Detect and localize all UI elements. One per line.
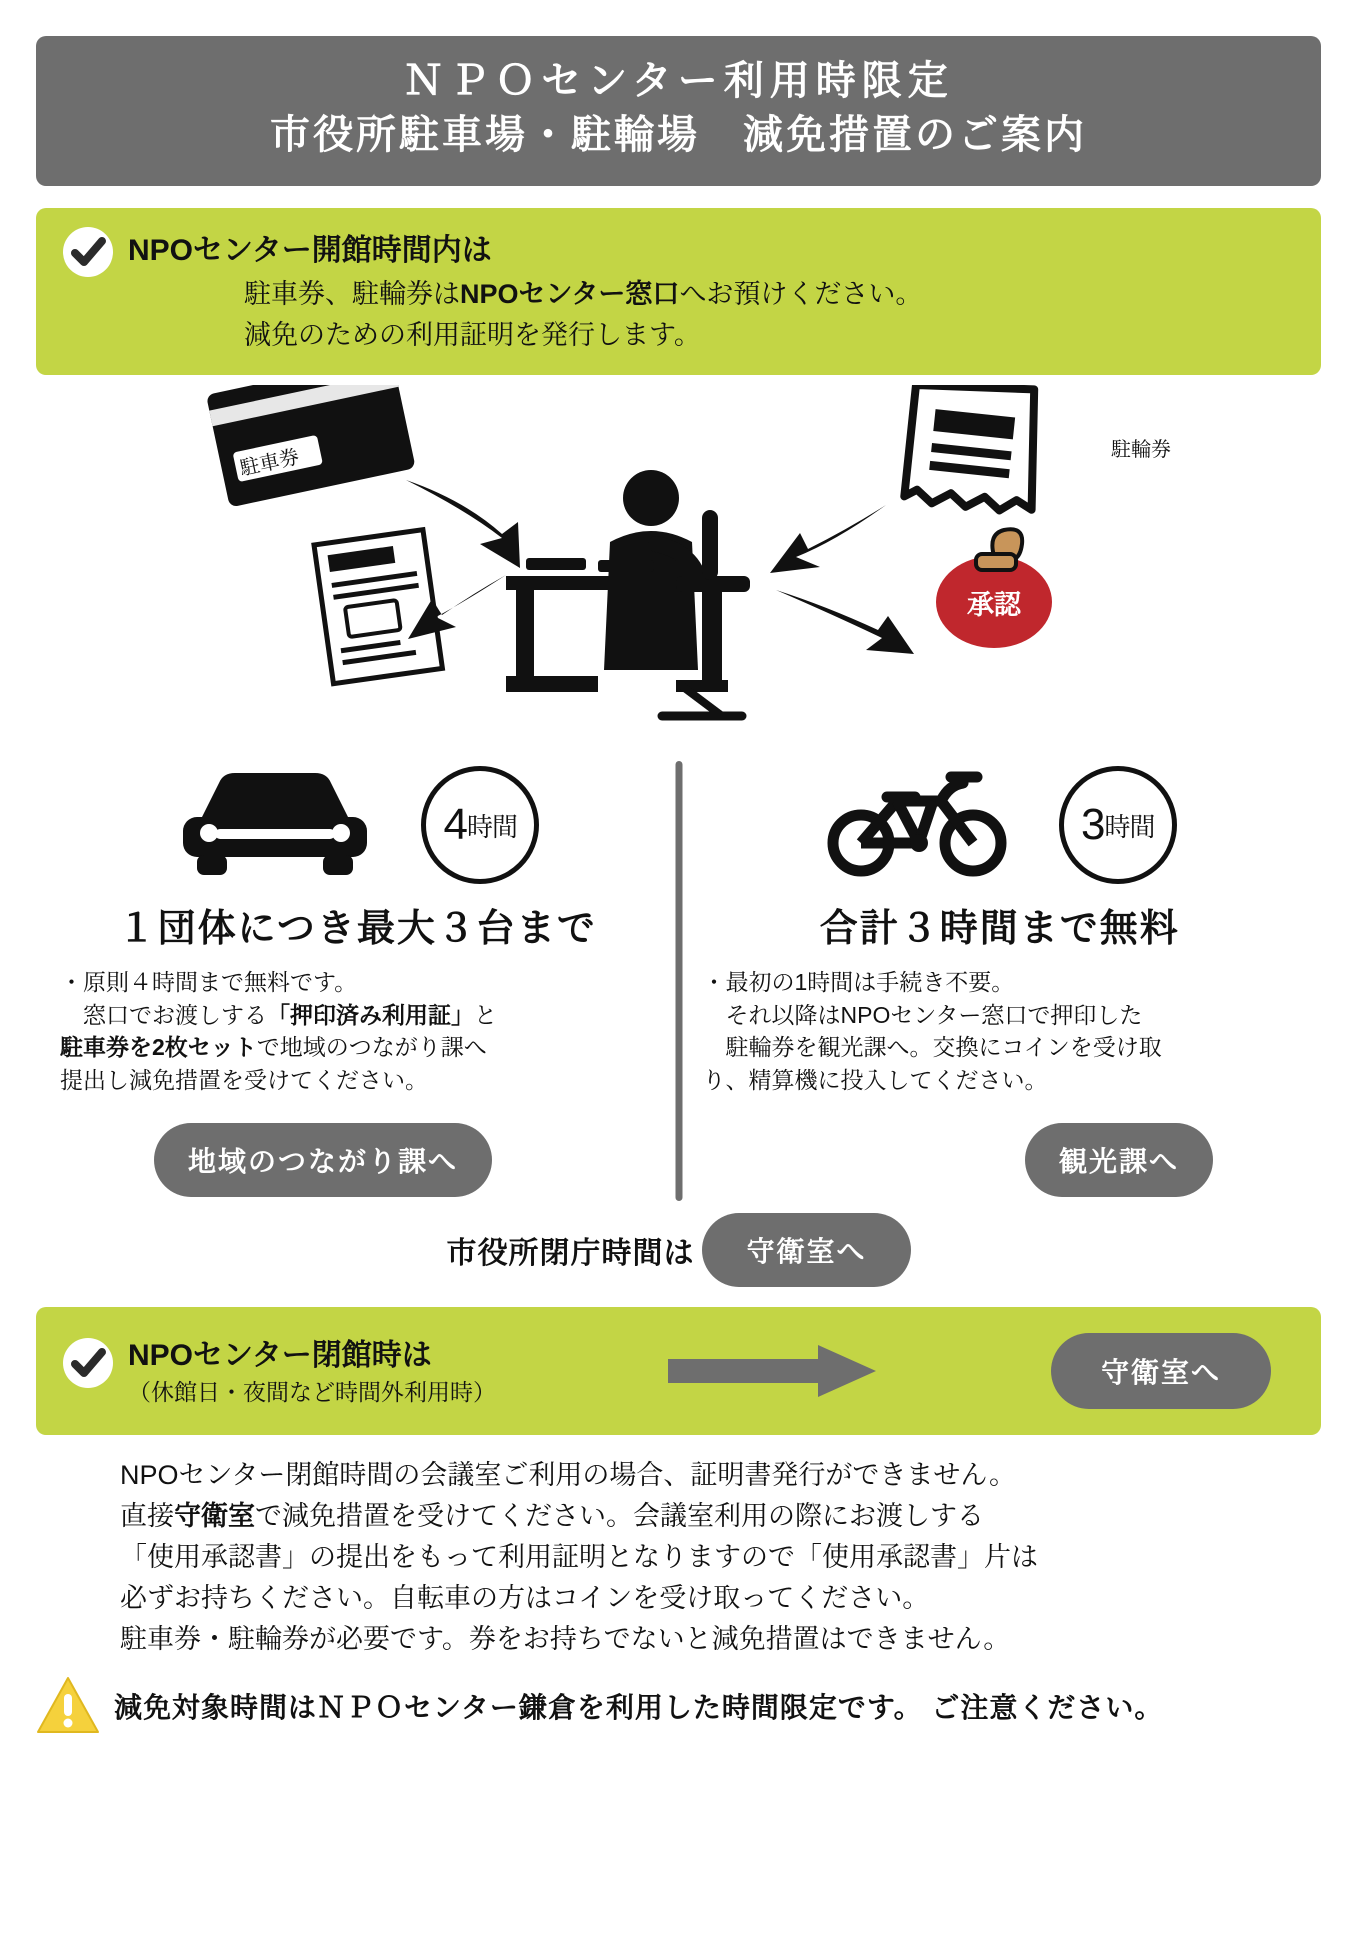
parking-icons-row xyxy=(54,755,661,895)
city-hall-closed-label: 市役所閉庁時間は xyxy=(446,1236,695,1270)
bottom-line1: NPOセンター閉館時間の会議室ご利用の場合、証明書発行ができません。 xyxy=(120,1459,1017,1490)
header-title-line1: ＮＰＯセンター利用時限定 xyxy=(403,59,954,103)
bicycle-ticket-illustration xyxy=(904,385,1044,514)
arrow-right-icon xyxy=(496,1343,1051,1399)
warning-triangle-icon xyxy=(36,1676,100,1736)
pill-regional-connection-division[interactable]: 地域のつながり課へ xyxy=(154,1123,492,1197)
two-column-section xyxy=(36,755,1321,1197)
parking-body-line1: ・原則４時間まで無料です。 xyxy=(60,969,358,995)
approval-stamp-illustration xyxy=(936,529,1052,648)
bicycle-body xyxy=(697,966,1304,1097)
bicycle-hours-badge xyxy=(1059,766,1177,884)
bottom-line5: 駐車券・駐輪券が必要です。券をお持ちでないと減免措置はできません。 xyxy=(120,1623,1011,1654)
closed-notice-heading: NPOセンター閉館時は xyxy=(128,1339,432,1372)
warning-text: 減免対象時間はＮＰＯセンター鎌倉を利用した時間限定です。 ご注意ください。 xyxy=(114,1691,1164,1723)
parking-body-line3-tail: で地域のつながり課へ xyxy=(256,1034,487,1061)
closed-notice xyxy=(36,1307,1321,1435)
open-hours-body-line2: 減免のための利用証明を発行します。 xyxy=(244,319,701,350)
parking-body-line3-bold: 駐車券を2枚セット xyxy=(60,1034,257,1061)
column-parking xyxy=(36,755,679,1197)
bottom-line3: 「使用承認書」の提出をもって利用証明となりますので「使用承認書」片は xyxy=(120,1541,1038,1572)
parking-body-line4: 提出し減免措置を受けてください。 xyxy=(60,1066,428,1093)
usage-certificate-illustration xyxy=(314,530,442,684)
bottom-line2-bold: 守衛室 xyxy=(174,1500,255,1531)
closed-notice-text-block xyxy=(128,1337,496,1406)
page-header xyxy=(36,36,1321,186)
parking-ticket-illustration xyxy=(206,385,416,507)
staff-desk-illustration xyxy=(506,470,750,716)
pill-tourism-division[interactable]: 観光課へ xyxy=(1025,1123,1213,1197)
bottom-line4: 必ずお持ちください。自転車の方はコインを受け取ってください。 xyxy=(120,1582,930,1613)
open-hours-body-line1-pre: 駐車券、駐輪券は xyxy=(244,279,460,309)
parking-body-line2-bold: 「押印済み利用証」 xyxy=(267,1001,474,1028)
parking-title: １団体につき最大３台まで xyxy=(117,908,597,950)
parking-body-line2-pre: 窓口でお渡しする xyxy=(60,1001,267,1028)
column-bicycle xyxy=(679,755,1322,1197)
counter-illustration xyxy=(36,385,1321,745)
bicycle-body-line2: それ以降はNPOセンター窓口で押印した xyxy=(702,1001,1143,1028)
open-hours-body xyxy=(244,274,1295,355)
bottom-line2-pre: 直接 xyxy=(120,1500,174,1531)
open-hours-heading-row xyxy=(62,226,1295,278)
bicycle-body-line1: ・最初の1時間は手続き不要。 xyxy=(702,969,1015,995)
open-hours-heading: NPOセンター開館時間内は xyxy=(128,234,492,267)
bicycle-ticket-label: 駐輪券 xyxy=(1111,439,1171,461)
check-icon xyxy=(62,226,114,278)
closed-notice-heading-row xyxy=(62,1335,496,1406)
open-hours-notice xyxy=(36,208,1321,375)
parking-hours-badge xyxy=(421,766,539,884)
closed-notice-row xyxy=(62,1333,1295,1409)
bicycle-icons-row xyxy=(697,755,1304,895)
warning-row xyxy=(36,1676,1321,1736)
parking-body-line2-tail: と xyxy=(474,1001,497,1028)
closed-notice-subheading: （休館日・夜間など時間外利用時） xyxy=(128,1378,496,1405)
bicycle-hours-number: 3 xyxy=(1081,800,1105,849)
bicycle-title: 合計３時間まで無料 xyxy=(819,908,1180,950)
parking-hours-number: 4 xyxy=(443,800,467,849)
bottom-line2 xyxy=(120,1496,1321,1537)
parking-body-line3 xyxy=(60,1031,661,1064)
header-title-line2: 市役所駐車場・駐輪場 減免措置のご案内 xyxy=(270,113,1087,157)
pill-guard-room-1[interactable]: 守衛室へ xyxy=(702,1213,910,1287)
parking-hours-unit: 時間 xyxy=(466,811,517,842)
car-icon xyxy=(175,767,375,884)
bicycle-icon xyxy=(823,767,1013,884)
bottom-line2-post: で減免措置を受けてください。会議室利用の際にお渡しする xyxy=(255,1500,984,1531)
open-hours-body-line1-post: へお預けください。 xyxy=(679,279,923,309)
bottom-paragraph xyxy=(120,1455,1321,1660)
svg-text:駐車券: 駐車券 xyxy=(237,446,302,481)
open-hours-body-line1 xyxy=(244,274,1295,315)
bicycle-body-line3: 駐輪券を観光課へ。交換にコインを受け取 xyxy=(702,1034,1162,1061)
svg-text:承認: 承認 xyxy=(967,590,1021,620)
check-icon xyxy=(62,1337,114,1389)
flyer-page xyxy=(0,36,1357,1956)
parking-body-line2 xyxy=(60,999,661,1032)
bicycle-body-line4: り、精算機に投入してください。 xyxy=(702,1066,1048,1093)
city-hall-closed-row xyxy=(36,1213,1321,1287)
parking-body xyxy=(54,966,661,1097)
open-hours-body-line1-bold: NPOセンター窓口 xyxy=(460,279,680,309)
column-divider xyxy=(675,761,682,1201)
bicycle-hours-unit: 時間 xyxy=(1104,811,1155,842)
pill-guard-room-2[interactable]: 守衛室へ xyxy=(1051,1333,1271,1409)
